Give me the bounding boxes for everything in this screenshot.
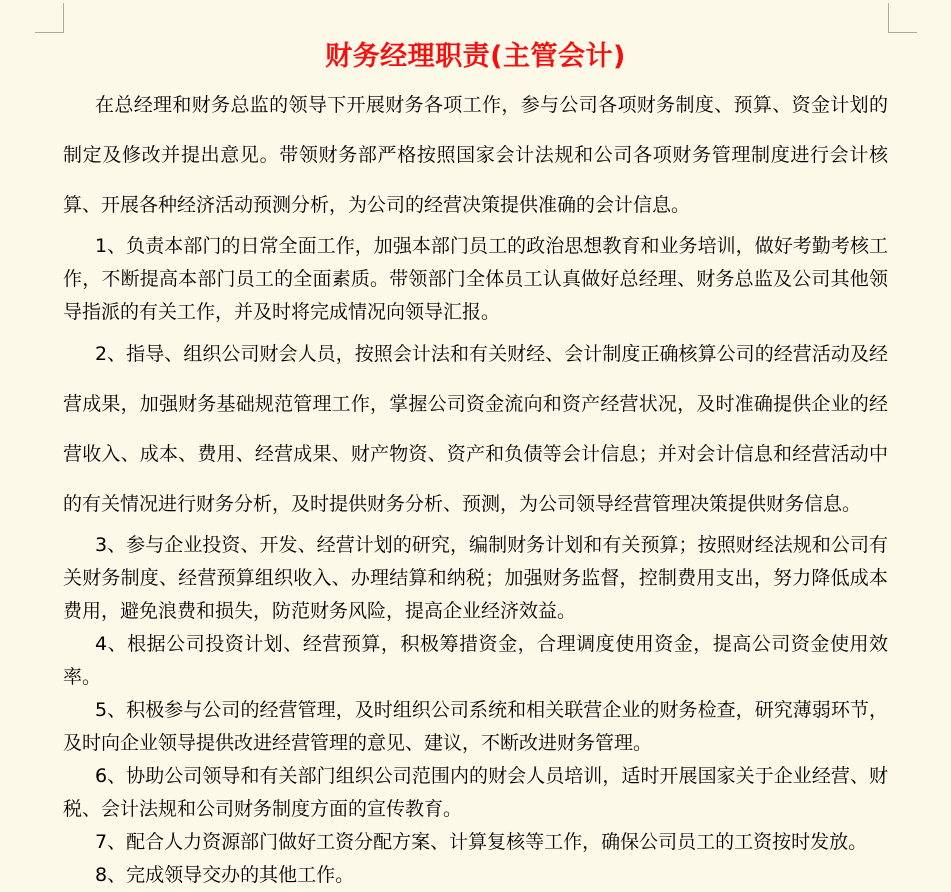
duty-item-1: 1、负责本部门的日常全面工作，加强本部门员工的政治思想教育和业务培训，做好考勤考核工作，不断提高本部门员工的全面素质。带领部门全体员工认真做好总经理、财务总监及公司其他领导指派的有关工作，并及时将完成情况向领导汇报。 (63, 235, 888, 323)
duty-item-8: 8、完成领导交办的其他工作。 (95, 864, 355, 886)
duty-item-6: 6、协助公司领导和有关部门组织公司范围内的财会人员培训，适时开展国家关于企业经营、财税、会计法规和公司财务制度方面的宣传教育。 (63, 765, 888, 820)
duty-item-3: 3、参与企业投资、开发、经营计划的研究，编制财务计划和有关预算；按照财经法规和公司有关财务制度、经营预算组织收入、办理结算和纳税；加强财务监督，控制费用支出，努力降低成本费用，避免浪费和损失，防范财务风险，提高企业经济效益。 (63, 534, 888, 622)
duty-item-5: 5、积极参与公司的经营管理，及时组织公司系统和相关联营企业的财务检查，研究薄弱环节，及时向企业领导提供改进经营管理的意见、建议，不断改进财务管理。 (63, 699, 888, 754)
document-title: 财务经理职责(主管会计) (325, 41, 626, 72)
page-margin-mark-top-left (35, 3, 64, 33)
duty-item-2: 2、指导、组织公司财会人员，按照会计法和有关财经、会计制度正确核算公司的经营活动及经营成果，加强财务基础规范管理工作，掌握公司资金流向和资产经营状况，及时准确提供企业的经营收入、成本、费用、经营成果、财产物资、资产和负债等会计信息；并对会计信息和经营活动中的有关情况进行财务分析，及时提供财务分析、预测，为公司领导经营管理决策提供财务信息。 (63, 343, 888, 515)
duty-item-7: 7、配合人力资源部门做好工资分配方案、计算复核等工作，确保公司员工的工资按时发放。 (95, 831, 868, 853)
document-body (63, 0, 888, 892)
duty-item-4: 4、根据公司投资计划、经营预算，积极筹措资金，合理调度使用资金，提高公司资金使用效率。 (63, 633, 888, 688)
paragraph-intro: 在总经理和财务总监的领导下开展财务各项工作，参与公司各项财务制度、预算、资金计划的制定及修改并提出意见。带领财务部严格按照国家会计法规和公司各项财务管理制度进行会计核算、开展各种经济活动预测分析，为公司的经营决策提供准确的会计信息。 (63, 94, 888, 216)
page-margin-mark-top-right (888, 3, 917, 33)
